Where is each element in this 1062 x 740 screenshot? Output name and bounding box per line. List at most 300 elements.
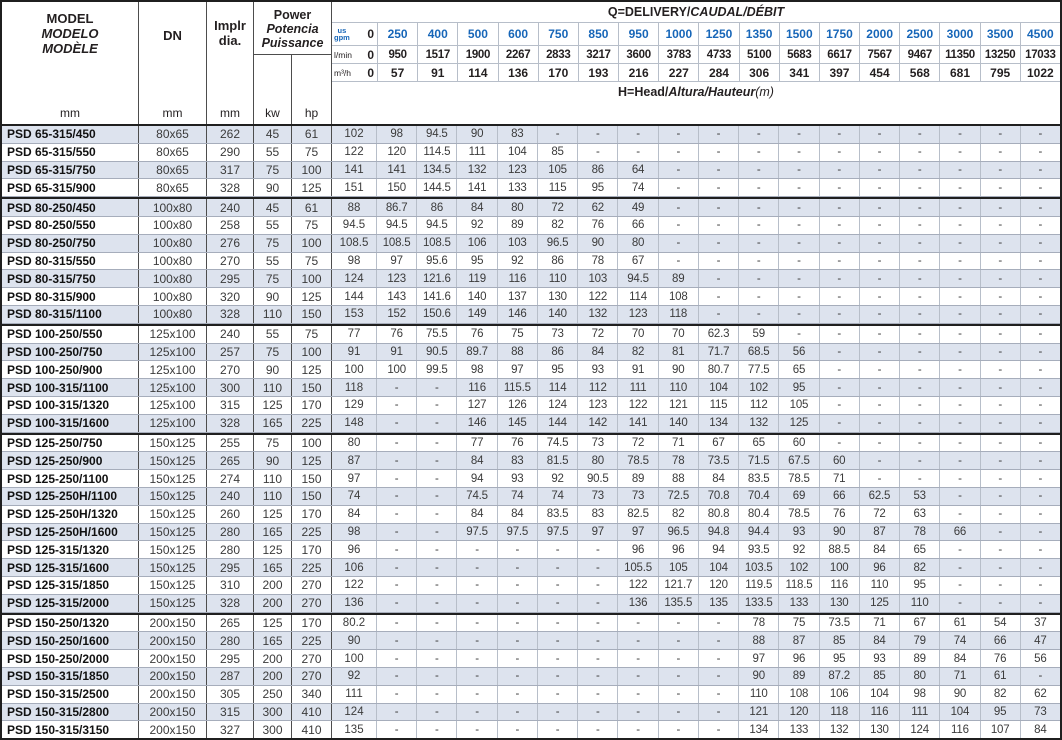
head-value: - — [820, 126, 860, 143]
head-value: - — [377, 470, 417, 487]
head-value: - — [417, 595, 457, 612]
head-value: 98 — [332, 524, 377, 541]
head-value: - — [860, 235, 900, 252]
head-value: 61 — [940, 615, 980, 632]
head-value: - — [900, 199, 940, 216]
head-value: - — [659, 721, 699, 738]
head-value: 111 — [332, 686, 377, 703]
head-value: 100 — [332, 361, 377, 378]
model-cell: PSD 150-315/1850 — [2, 668, 139, 685]
kw-cell: 165 — [254, 559, 292, 576]
head-value: 145 — [498, 415, 538, 432]
hp-label: hp — [304, 106, 319, 120]
head-value: 90 — [578, 235, 618, 252]
table-row — [2, 270, 1060, 288]
head-title — [332, 82, 1060, 124]
head-value: 73.5 — [699, 452, 739, 469]
head-value: 105.5 — [618, 559, 658, 576]
head-value: - — [860, 470, 900, 487]
head-value: 96 — [618, 541, 658, 558]
head-value: - — [900, 270, 940, 287]
model-cell: PSD 150-250/1320 — [2, 615, 139, 632]
head-value: - — [940, 506, 980, 523]
head-value: 116 — [940, 721, 980, 738]
head-value: 96 — [332, 541, 377, 558]
kw-cell: 125 — [254, 615, 292, 632]
head-value: 146 — [457, 415, 497, 432]
kw-cell: 200 — [254, 577, 292, 594]
head-value: 77 — [457, 435, 497, 452]
head-value: - — [981, 379, 1021, 396]
hp-cell: 125 — [292, 179, 332, 196]
head-value: 107 — [981, 721, 1021, 738]
head-value: 76 — [578, 217, 618, 234]
model-cell: PSD 80-315/1100 — [2, 306, 139, 323]
head-value: - — [940, 541, 980, 558]
flow-value: 1022 — [1020, 64, 1060, 81]
head-value: 66 — [940, 524, 980, 541]
head-value: 97 — [618, 524, 658, 541]
head-value: - — [578, 559, 618, 576]
model-cell: PSD 150-315/3150 — [2, 721, 139, 738]
head-value: 102 — [332, 126, 377, 143]
head-value: - — [578, 632, 618, 649]
head-value: 95 — [457, 253, 497, 270]
head-value: 91 — [377, 344, 417, 361]
head-value: 84 — [332, 506, 377, 523]
head-value: 95.6 — [417, 253, 457, 270]
head-value: 74.5 — [538, 435, 578, 452]
dn-cell: 100x80 — [139, 253, 207, 270]
head-value: - — [659, 179, 699, 196]
head-value: 95 — [981, 704, 1021, 721]
head-value: 133 — [779, 721, 819, 738]
head-value: 84 — [699, 470, 739, 487]
kw-cell: 250 — [254, 686, 292, 703]
model-cell: PSD 100-250/550 — [2, 326, 139, 343]
head-value: 78.5 — [779, 470, 819, 487]
head-value: - — [981, 452, 1021, 469]
head-value: 132 — [578, 306, 618, 323]
model-cell: PSD 125-315/1320 — [2, 541, 139, 558]
hp-cell: 270 — [292, 668, 332, 685]
head-value: - — [578, 668, 618, 685]
head-value: 108.5 — [417, 235, 457, 252]
head-value: - — [498, 668, 538, 685]
head-value: 75.5 — [417, 326, 457, 343]
head-value: - — [377, 668, 417, 685]
head-value: - — [779, 253, 819, 270]
head-value: - — [498, 704, 538, 721]
head-value: - — [618, 632, 658, 649]
head-value: - — [417, 650, 457, 667]
head-value: - — [538, 595, 578, 612]
head-value: - — [377, 415, 417, 432]
kw-cell: 75 — [254, 270, 292, 287]
head-value: - — [659, 668, 699, 685]
dn-cell: 150x125 — [139, 559, 207, 576]
impeller-cell: 290 — [207, 144, 254, 161]
head-value: 78 — [739, 615, 779, 632]
head-value: - — [457, 615, 497, 632]
flow-value: 4733 — [698, 46, 738, 63]
dn-cell: 80x65 — [139, 162, 207, 179]
head-value: 140 — [538, 306, 578, 323]
flow-value: 3500 — [980, 23, 1020, 45]
head-value: - — [498, 650, 538, 667]
head-value: - — [779, 179, 819, 196]
head-value: - — [618, 686, 658, 703]
head-value: - — [779, 126, 819, 143]
head-value: - — [940, 559, 980, 576]
head-value: - — [417, 470, 457, 487]
head-value: - — [377, 488, 417, 505]
head-value: - — [417, 452, 457, 469]
head-value: - — [860, 288, 900, 305]
table-row — [2, 559, 1060, 577]
head-value: - — [1038, 181, 1043, 194]
kw-cell: 45 — [254, 126, 292, 143]
head-value: 110 — [739, 686, 779, 703]
head-value: - — [940, 270, 980, 287]
head-value: 83 — [498, 452, 538, 469]
head-value: - — [377, 452, 417, 469]
head-value: 70 — [659, 326, 699, 343]
head-value: - — [578, 577, 618, 594]
head-value: - — [739, 306, 779, 323]
model-cell: PSD 125-250/900 — [2, 452, 139, 469]
head-value: - — [1038, 454, 1043, 467]
head-value: - — [417, 524, 457, 541]
head-value: 84 — [1034, 723, 1047, 736]
head-value: 89 — [900, 650, 940, 667]
head-value: - — [538, 615, 578, 632]
flow-value: 136 — [498, 64, 538, 81]
flow-value: 5100 — [739, 46, 779, 63]
head-value: - — [820, 179, 860, 196]
head-value: 76 — [457, 326, 497, 343]
head-value: - — [659, 162, 699, 179]
table-row — [2, 324, 1060, 344]
head-value: - — [739, 162, 779, 179]
head-value: - — [900, 288, 940, 305]
head-value: - — [820, 217, 860, 234]
head-value: 94 — [457, 470, 497, 487]
flow-value: 500 — [457, 23, 497, 45]
head-value: 89 — [659, 270, 699, 287]
head-value: 115.5 — [498, 379, 538, 396]
head-value: - — [457, 632, 497, 649]
head-value: 141 — [377, 162, 417, 179]
head-value: 123 — [498, 162, 538, 179]
head-value: 90.5 — [578, 470, 618, 487]
head-value: 108 — [659, 288, 699, 305]
table-row — [2, 179, 1060, 197]
head-value: 65 — [900, 541, 940, 558]
head-value: - — [860, 179, 900, 196]
hp-cell: 225 — [292, 559, 332, 576]
kw-cell: 200 — [254, 595, 292, 612]
head-value: - — [900, 326, 940, 343]
head-value: - — [981, 162, 1021, 179]
head-value: - — [981, 288, 1021, 305]
impeller-cell: 305 — [207, 686, 254, 703]
kw-cell: 300 — [254, 704, 292, 721]
hp-cell: 125 — [292, 361, 332, 378]
flow-unit-label: l/min — [334, 49, 352, 60]
head-value: - — [538, 650, 578, 667]
head-value: - — [538, 541, 578, 558]
kw-label: kw — [265, 106, 280, 120]
table-row — [2, 126, 1060, 144]
head-value: 63 — [900, 506, 940, 523]
flow-value: 568 — [899, 64, 939, 81]
flow-value: 681 — [939, 64, 979, 81]
hp-cell: 150 — [292, 306, 332, 323]
head-value: 122 — [618, 577, 658, 594]
model-cell: PSD 125-315/1850 — [2, 577, 139, 594]
head-value: 119 — [457, 270, 497, 287]
dn-cell: 200x150 — [139, 632, 207, 649]
hp-cell: 100 — [292, 435, 332, 452]
model-cell: PSD 65-315/750 — [2, 162, 139, 179]
col-header-dn — [139, 2, 207, 124]
head-value: 76 — [377, 326, 417, 343]
head-value: - — [1038, 670, 1043, 683]
delivery-title — [332, 2, 1060, 23]
kw-cell: 55 — [254, 144, 292, 161]
head-value: - — [498, 721, 538, 738]
head-value: - — [578, 686, 618, 703]
kw-cell: 90 — [254, 361, 292, 378]
head-value: 97.5 — [498, 524, 538, 541]
head-value: 123 — [578, 397, 618, 414]
head-value: - — [377, 379, 417, 396]
hp-column-header — [292, 55, 331, 124]
flow-value: 400 — [417, 23, 457, 45]
head-value: 77.5 — [739, 361, 779, 378]
head-value: - — [860, 144, 900, 161]
head-value: - — [981, 541, 1021, 558]
flow-value: 17033 — [1020, 46, 1060, 63]
table-row — [2, 306, 1060, 324]
head-value: 71 — [860, 615, 900, 632]
power-title-es: Potencia — [266, 22, 319, 36]
flow-value: 13250 — [980, 46, 1020, 63]
model-cell: PSD 125-250H/1600 — [2, 524, 139, 541]
head-value: - — [940, 162, 980, 179]
dn-cell: 200x150 — [139, 650, 207, 667]
head-value: 115 — [699, 397, 739, 414]
flow-unit-line: gpm — [334, 33, 350, 42]
head-value: 110 — [900, 595, 940, 612]
head-title-italic: Altura/Hauteur — [668, 85, 756, 99]
head-value: 120 — [699, 577, 739, 594]
head-value: - — [457, 650, 497, 667]
head-value: 80 — [900, 668, 940, 685]
flow-value: 2833 — [538, 46, 578, 63]
head-value: 84 — [578, 344, 618, 361]
flow-value: 0 — [367, 27, 374, 41]
head-value: - — [940, 344, 980, 361]
col-header-impeller — [207, 2, 254, 124]
head-value: 132 — [457, 162, 497, 179]
head-value: 104 — [699, 559, 739, 576]
hp-cell: 61 — [292, 126, 332, 143]
head-value: 140 — [457, 288, 497, 305]
flow-value: 1500 — [779, 23, 819, 45]
head-value: 37 — [1034, 616, 1047, 629]
head-value: 94.8 — [699, 524, 739, 541]
head-value: - — [900, 306, 940, 323]
head-value: 124 — [332, 704, 377, 721]
table-row — [2, 162, 1060, 180]
head-value: 134.5 — [417, 162, 457, 179]
head-value: 88 — [659, 470, 699, 487]
head-value: - — [377, 524, 417, 541]
head-value: 133.5 — [739, 595, 779, 612]
head-value: - — [940, 126, 980, 143]
flow-value: 6617 — [819, 46, 859, 63]
head-value: 103.5 — [739, 559, 779, 576]
head-value: 93 — [578, 361, 618, 378]
table-row — [2, 217, 1060, 235]
impeller-cell: 240 — [207, 488, 254, 505]
head-value: - — [457, 668, 497, 685]
model-cell: PSD 80-315/750 — [2, 270, 139, 287]
impeller-cell: 276 — [207, 235, 254, 252]
dn-cell: 125x100 — [139, 379, 207, 396]
head-value: - — [900, 235, 940, 252]
head-value: 84 — [457, 199, 497, 216]
head-value: - — [417, 615, 457, 632]
flow-value: 306 — [739, 64, 779, 81]
hp-cell: 75 — [292, 217, 332, 234]
head-value: - — [940, 144, 980, 161]
flow-value: 9467 — [899, 46, 939, 63]
head-value: - — [457, 686, 497, 703]
head-value: - — [377, 435, 417, 452]
kw-cell: 200 — [254, 668, 292, 685]
table-header — [2, 2, 1060, 126]
hp-cell: 150 — [292, 470, 332, 487]
head-value: - — [981, 361, 1021, 378]
flow-value: 3000 — [939, 23, 979, 45]
head-value: 103 — [498, 235, 538, 252]
dn-cell: 125x100 — [139, 326, 207, 343]
impeller-label-1: Implr — [214, 18, 246, 33]
model-cell: PSD 65-315/550 — [2, 144, 139, 161]
head-value: - — [940, 361, 980, 378]
flow-value: 795 — [980, 64, 1020, 81]
head-value: 106 — [457, 235, 497, 252]
head-value: 94.5 — [618, 270, 658, 287]
kw-cell: 110 — [254, 488, 292, 505]
impeller-cell: 300 — [207, 379, 254, 396]
head-value: 124 — [332, 270, 377, 287]
head-value: 111 — [618, 379, 658, 396]
head-value: 82 — [618, 344, 658, 361]
head-value: 92 — [457, 217, 497, 234]
model-cell: PSD 125-250H/1100 — [2, 488, 139, 505]
model-cell: PSD 100-250/900 — [2, 361, 139, 378]
dn-cell: 200x150 — [139, 721, 207, 738]
table-row — [2, 433, 1060, 453]
head-value: - — [940, 288, 980, 305]
head-value: - — [820, 270, 860, 287]
impeller-cell: 328 — [207, 306, 254, 323]
head-value: 106 — [820, 686, 860, 703]
head-value: - — [779, 199, 819, 216]
head-value: - — [860, 306, 900, 323]
head-value: 148 — [332, 415, 377, 432]
head-value: 114 — [538, 379, 578, 396]
head-value: 83.5 — [538, 506, 578, 523]
head-value: 110 — [860, 577, 900, 594]
head-value: 141.6 — [417, 288, 457, 305]
head-value: 100 — [820, 559, 860, 576]
dn-label: DN — [163, 28, 182, 43]
head-value: 76 — [820, 506, 860, 523]
hp-cell: 170 — [292, 615, 332, 632]
head-value: 76 — [498, 435, 538, 452]
head-value: - — [1038, 381, 1043, 394]
impeller-cell: 315 — [207, 704, 254, 721]
head-value: - — [1038, 308, 1043, 321]
flow-value: 216 — [618, 64, 658, 81]
hp-cell: 125 — [292, 452, 332, 469]
head-value: - — [981, 179, 1021, 196]
kw-cell: 45 — [254, 199, 292, 216]
head-value: 116 — [498, 270, 538, 287]
head-value: 104 — [860, 686, 900, 703]
table-row — [2, 613, 1060, 633]
head-value: 116 — [820, 577, 860, 594]
head-value: 129 — [332, 397, 377, 414]
model-cell: PSD 125-315/1600 — [2, 559, 139, 576]
head-value: - — [940, 235, 980, 252]
head-value: 83 — [578, 506, 618, 523]
head-value: - — [417, 488, 457, 505]
head-value: 67 — [900, 615, 940, 632]
head-value: 99.5 — [417, 361, 457, 378]
power-units — [254, 55, 331, 124]
head-value: - — [1038, 272, 1043, 285]
head-value: - — [739, 144, 779, 161]
head-value: 102 — [739, 379, 779, 396]
head-value: 87 — [860, 524, 900, 541]
table-row — [2, 379, 1060, 397]
head-value: 62 — [1034, 688, 1047, 701]
head-value: - — [417, 559, 457, 576]
power-title — [254, 2, 331, 55]
head-value: - — [820, 253, 860, 270]
head-value: - — [377, 506, 417, 523]
head-value: - — [699, 162, 739, 179]
head-value: 134 — [699, 415, 739, 432]
head-value: 132 — [820, 721, 860, 738]
head-value: - — [457, 577, 497, 594]
head-value: 78.5 — [618, 452, 658, 469]
head-value: 96 — [779, 650, 819, 667]
head-value: 122 — [618, 397, 658, 414]
impeller-cell: 295 — [207, 650, 254, 667]
head-value: 92 — [779, 541, 819, 558]
head-value: - — [498, 559, 538, 576]
head-value: 74 — [538, 488, 578, 505]
head-value: - — [981, 435, 1021, 452]
head-value: 84 — [860, 632, 900, 649]
